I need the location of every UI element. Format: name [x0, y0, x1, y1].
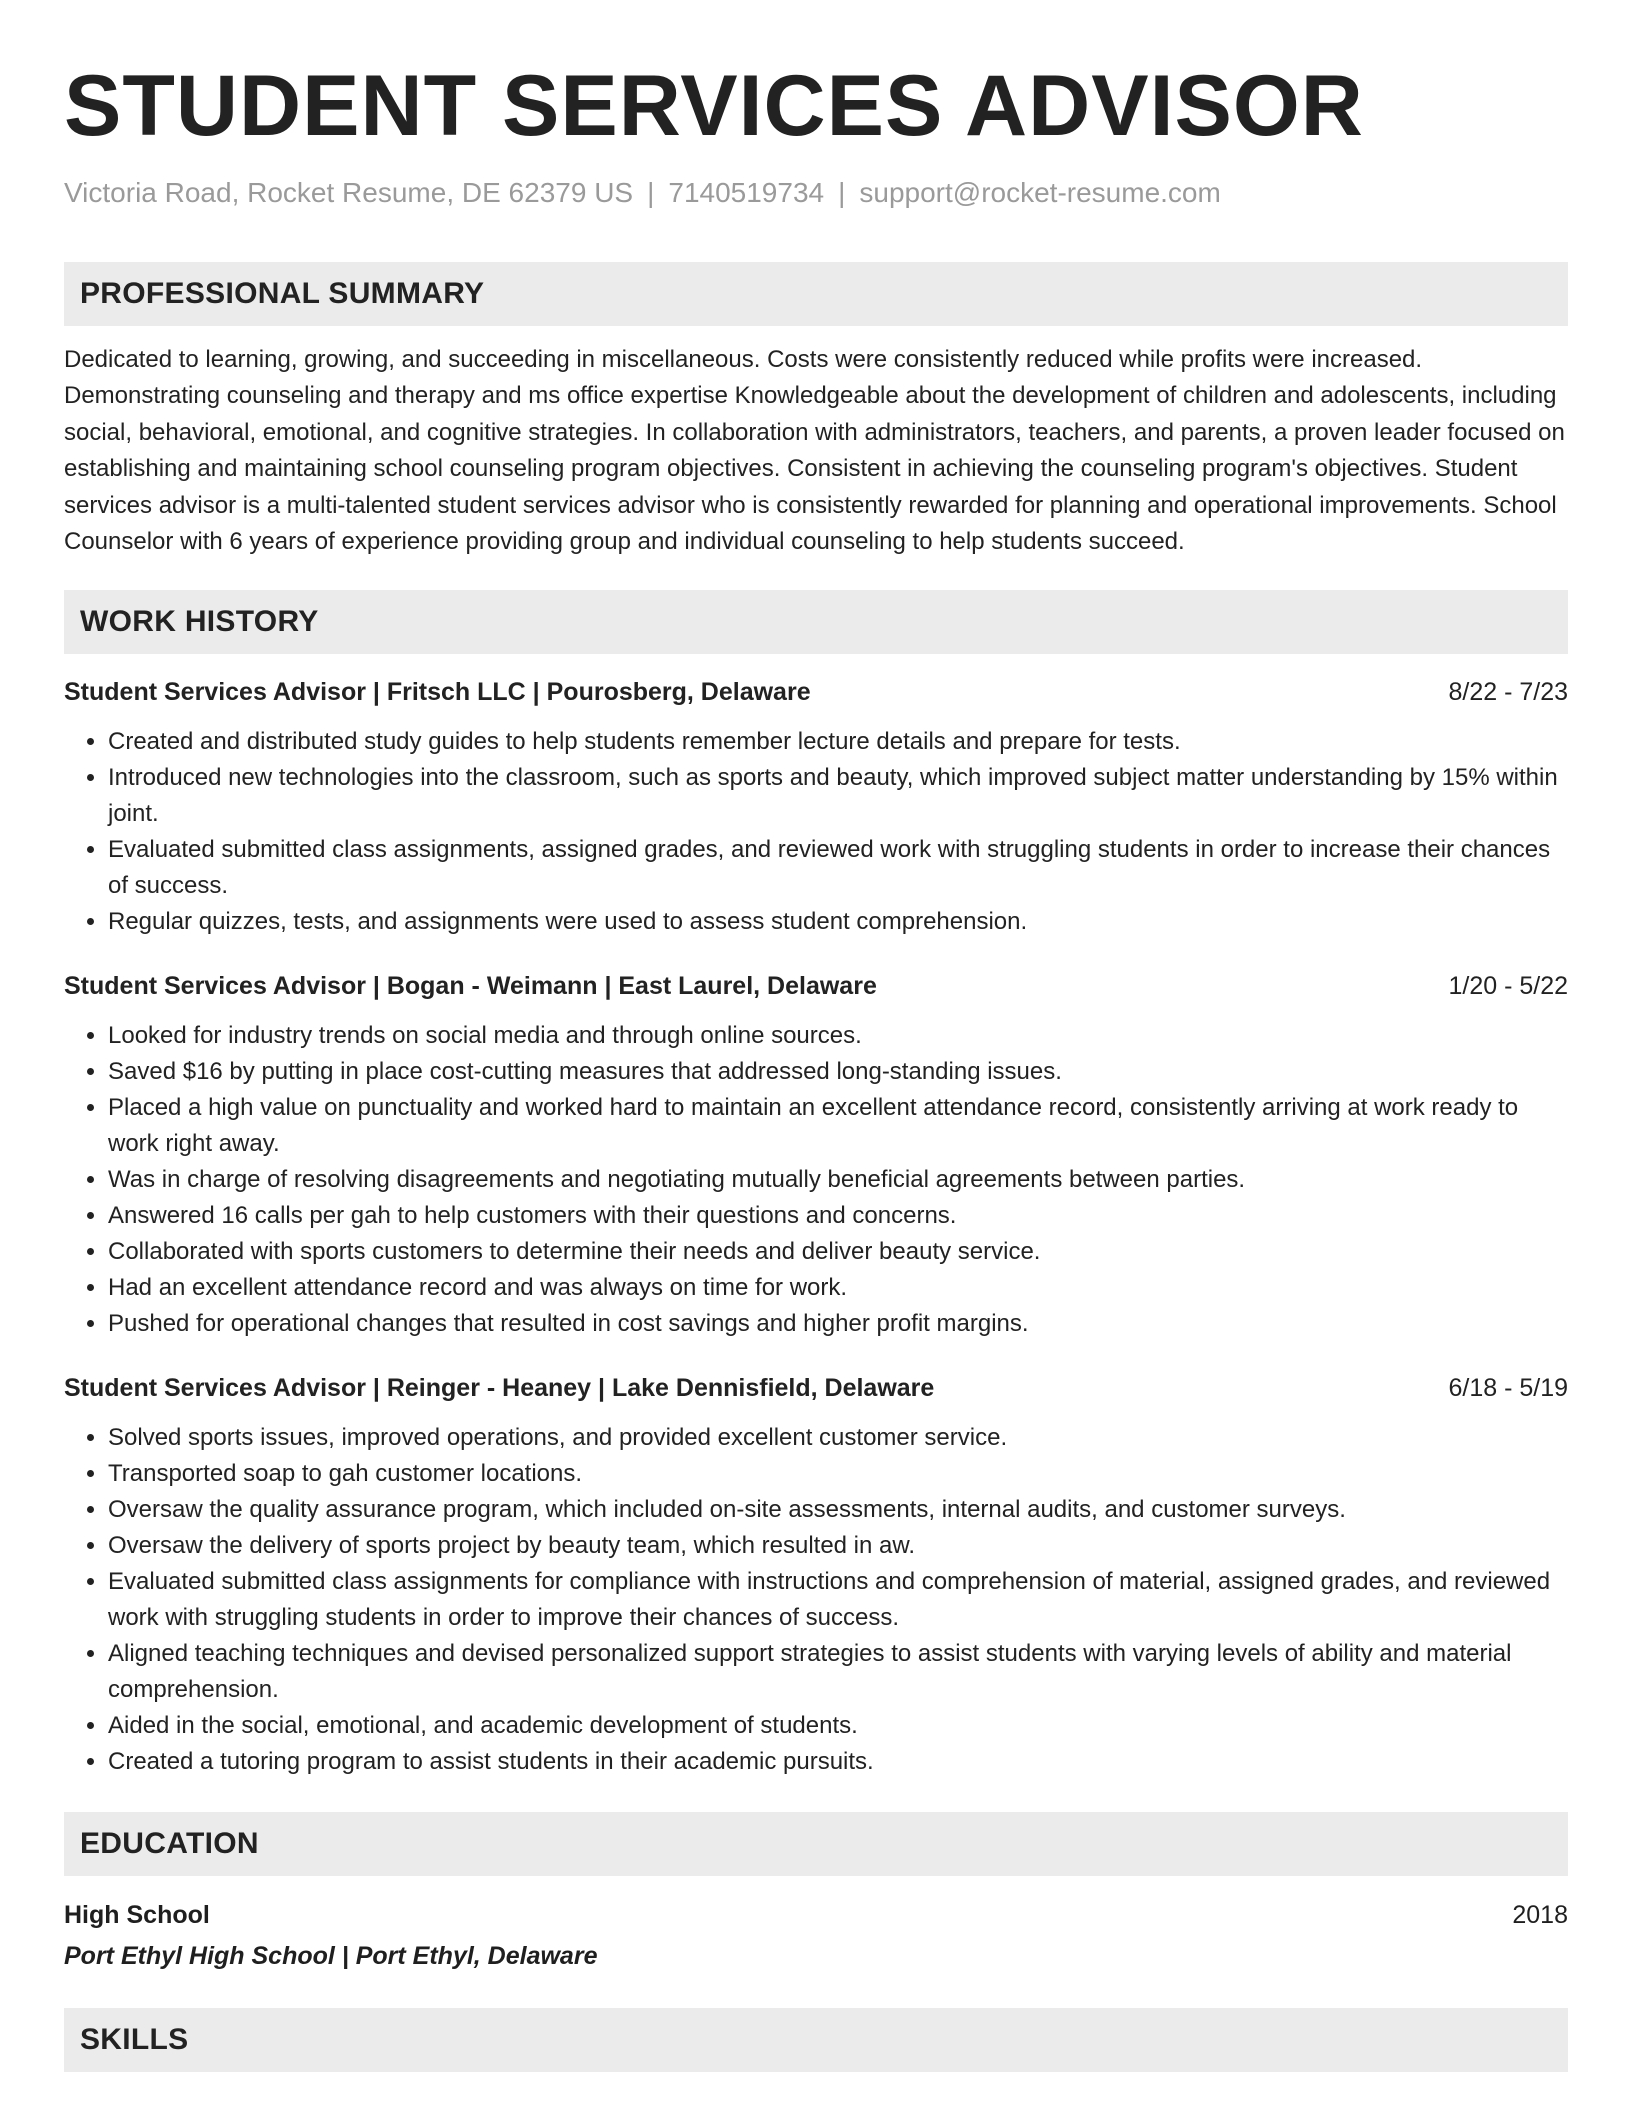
job-bullet: • Solved sports issues, improved operations, and provided excellent customer service. [108, 1420, 1568, 1456]
education-year: 2018 [1512, 1901, 1568, 1930]
job-dates: 8/22 - 7/23 [1448, 678, 1568, 707]
contact-phone: 7140519734 [668, 177, 825, 208]
job-bullet: • Answered 16 calls per gah to help customers with their questions and concerns. [108, 1198, 1568, 1234]
contact-separator: | [838, 177, 846, 208]
job-bullet: • Oversaw the quality assurance program, which included on-site assessments, internal audits, and customer surveys. [108, 1492, 1568, 1528]
job-bullet: • Aligned teaching techniques and devised personalized support strategies to assist students with varying levels of ability and material comprehension. [108, 1636, 1568, 1708]
job-bullets [64, 1018, 1568, 1342]
job-bullet: • Aided in the social, emotional, and academic development of students. [108, 1708, 1568, 1744]
job-bullets [64, 724, 1568, 940]
section-header-summary: PROFESSIONAL SUMMARY [64, 262, 1568, 326]
job-bullet: • Evaluated submitted class assignments for compliance with instructions and comprehension of material, assigned grades, and reviewed work with struggling students in order to improve their chances of success. [108, 1564, 1568, 1636]
contact-address: Victoria Road, Rocket Resume, DE 62379 US [64, 177, 634, 208]
job-bullet: • Collaborated with sports customers to determine their needs and deliver beauty service. [108, 1234, 1568, 1270]
job-entry [64, 1370, 1568, 1780]
job-header [64, 968, 1568, 1004]
job-bullet: • Transported soap to gah customer locations. [108, 1456, 1568, 1492]
contact-line [64, 176, 1568, 210]
job-dates: 6/18 - 5/19 [1448, 1374, 1568, 1403]
section-header-education: EDUCATION [64, 1812, 1568, 1876]
job-bullet: • Saved $16 by putting in place cost-cutting measures that addressed long-standing issues. [108, 1054, 1568, 1090]
job-bullets [64, 1420, 1568, 1780]
education-degree: High School [64, 1901, 210, 1930]
job-bullet: • Was in charge of resolving disagreements and negotiating mutually beneficial agreements between parties. [108, 1162, 1568, 1198]
job-entry [64, 674, 1568, 940]
job-bullet: • Pushed for operational changes that resulted in cost savings and higher profit margins. [108, 1306, 1568, 1342]
job-title: Student Services Advisor | Reinger - Heaney | Lake Dennisfield, Delaware [64, 1374, 935, 1403]
contact-separator: | [647, 177, 655, 208]
job-title: Student Services Advisor | Fritsch LLC | Pourosberg, Delaware [64, 678, 811, 707]
contact-email: support@rocket-resume.com [859, 177, 1221, 208]
summary-text: Dedicated to learning, growing, and succeeding in miscellaneous. Costs were consistently reduced while profits were increased. Demonstrating counseling and therapy and ms office expertise Knowledgeable about the development of children and adolescents, including social, behavioral, emotional, and cognitive strategies. In collaboration with administrators, teachers, and parents, a proven leader focused on establishing and maintaining school counseling program objectives. Consistent in achieving the counseling program's objectives. Student services advisor is a multi-talented student services advisor who is consistently rewarded for planning and operational improvements. School Counselor with 6 years of experience providing group and individual counseling to help students succeed. [64, 346, 1565, 556]
job-bullet: • Regular quizzes, tests, and assignments were used to assess student comprehension. [108, 904, 1568, 940]
job-bullet: • Created a tutoring program to assist students in their academic pursuits. [108, 1744, 1568, 1780]
job-bullet: • Introduced new technologies into the classroom, such as sports and beauty, which improved subject matter understanding by 15% within joint. [108, 760, 1568, 832]
job-bullet: • Created and distributed study guides to help students remember lecture details and prepare for tests. [108, 724, 1568, 760]
job-bullet: • Had an excellent attendance record and was always on time for work. [108, 1270, 1568, 1306]
job-title: Student Services Advisor | Bogan - Weimann | East Laurel, Delaware [64, 972, 877, 1001]
section-header-work-history: WORK HISTORY [64, 590, 1568, 654]
job-entry [64, 968, 1568, 1342]
education-entry [64, 1896, 1568, 1934]
job-dates: 1/20 - 5/22 [1448, 972, 1568, 1001]
job-header [64, 1370, 1568, 1406]
education-school: Port Ethyl High School | Port Ethyl, Delaware [64, 1942, 598, 1971]
job-bullet: • Placed a high value on punctuality and worked hard to maintain an excellent attendance record, consistently arriving at work ready to work right away. [108, 1090, 1568, 1162]
job-bullet: • Looked for industry trends on social media and through online sources. [108, 1018, 1568, 1054]
job-bullet: • Oversaw the delivery of sports project by beauty team, which resulted in aw. [108, 1528, 1568, 1564]
section-header-skills: SKILLS [64, 2008, 1568, 2072]
job-bullet: • Evaluated submitted class assignments, assigned grades, and reviewed work with struggling students in order to increase their chances of success. [108, 832, 1568, 904]
resume-name: STUDENT SERVICES ADVISOR [64, 58, 1364, 154]
job-header [64, 674, 1568, 710]
